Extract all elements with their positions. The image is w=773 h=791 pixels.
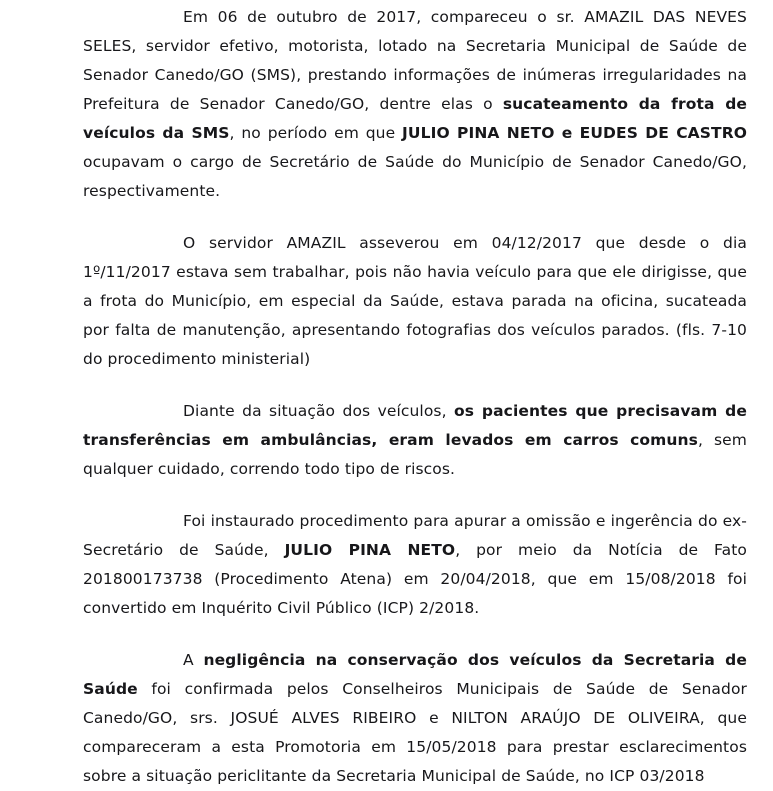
text-segment: Foi instaurado procedimento para apurar a omissão e ingerência do ex-Secretário de Saúde, bbox=[83, 512, 747, 559]
text-segment: , por meio da Notícia de Fato 201800173738 (Procedimento Atena) em 20/04/2018, que em 15/08/2018 foi convertido em Inquérito Civil Público (ICP) 2/2018. bbox=[83, 541, 748, 617]
text-segment: , sem qualquer cuidado, correndo todo tipo de riscos. bbox=[83, 431, 747, 478]
paragraph-4 bbox=[83, 507, 747, 623]
paragraph-3 bbox=[83, 397, 747, 484]
text-segment: ocupavam o cargo de Secretário de Saúde do Município de Senador Canedo/GO, respectivamente. bbox=[83, 153, 747, 200]
bold-text-segment: negligência na conservação dos veículos da Secretaria de Saúde bbox=[83, 651, 747, 698]
bold-text-segment: JULIO PINA NETO bbox=[284, 541, 456, 559]
paragraph-5 bbox=[83, 646, 747, 791]
document-page bbox=[83, 3, 747, 791]
text-segment: Diante da situação dos veículos, bbox=[183, 402, 454, 420]
bold-text-segment: JULIO PINA NETO e EUDES DE CASTRO bbox=[402, 124, 748, 142]
paragraph-2 bbox=[83, 229, 747, 374]
bold-text-segment: os pacientes que precisavam de transferências em ambulâncias, eram levados em carros comuns bbox=[83, 402, 747, 449]
text-segment: O servidor AMAZIL asseverou em 04/12/2017 que desde o dia 1º/11/2017 estava sem trabalhar, pois não havia veículo para que ele dirigisse, que a frota do Município, em especial da Saúde, estava parada na oficina, sucateada por falta de manutenção, apresentando fotografias dos veículos parados. (fls. 7-10 do procedimento ministerial) bbox=[83, 234, 747, 368]
text-segment: A bbox=[183, 651, 204, 669]
text-segment: foi confirmada pelos Conselheiros Municipais de Saúde de Senador Canedo/GO, srs. JOSUÉ ALVES RIBEIRO e NILTON ARAÚJO DE OLIVEIRA, que compareceram a esta Promotoria em 15/05/2018 para prestar esclarecimentos sobre a situação periclitante da Secretaria Municipal de Saúde, no ICP 03/2018 bbox=[83, 680, 747, 785]
paragraph-1 bbox=[83, 3, 747, 206]
bold-text-segment: sucateamento da frota de veículos da SMS bbox=[83, 95, 747, 142]
text-segment: , no período em que bbox=[229, 124, 403, 142]
text-segment: Em 06 de outubro de 2017, compareceu o sr. AMAZIL DAS NEVES SELES, servidor efetivo, motorista, lotado na Secretaria Municipal de Saúde de Senador Canedo/GO (SMS), prestando informações de inúmeras irregularidades na Prefeitura de Senador Canedo/GO, dentre elas o bbox=[83, 8, 747, 113]
